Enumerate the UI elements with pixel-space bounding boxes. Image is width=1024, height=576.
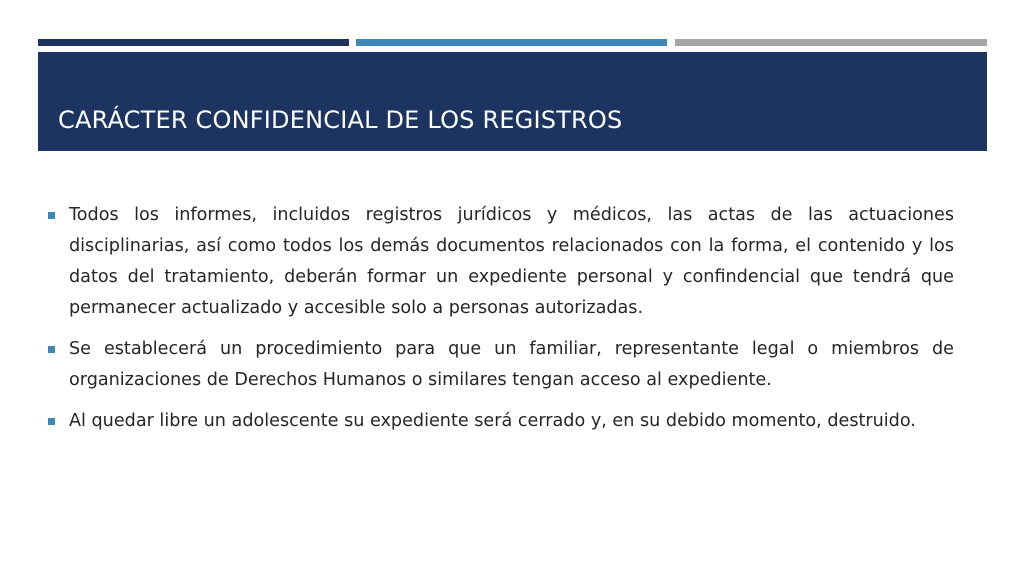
bullet-item (48, 200, 954, 324)
bullet-list (48, 200, 954, 447)
square-bullet-icon (48, 346, 55, 353)
accent-bar-gray (675, 39, 987, 46)
accent-bar-navy (38, 39, 349, 46)
bullet-text: Todos los informes, incluidos registros jurídicos y médicos, las actas de las actuaciones disciplinarias, así como todos los demás documentos relacionados con la forma, el contenido y los datos del tratamiento, deberán formar un expediente personal y confindencial que tendrá que permanecer actualizado y accesible solo a personas autorizadas. (69, 205, 954, 318)
title-band (38, 52, 987, 151)
square-bullet-icon (48, 418, 55, 425)
bullet-text: Se establecerá un procedimiento para que un familiar, representante legal o miembros de organizaciones de Derechos Humanos o similares tengan acceso al expediente. (69, 339, 954, 390)
bullet-item (48, 334, 954, 396)
bullet-item (48, 406, 954, 437)
slide-title: CARÁCTER CONFIDENCIAL DE LOS REGISTROS (58, 106, 623, 134)
square-bullet-icon (48, 212, 55, 219)
bullet-text: Al quedar libre un adolescente su expediente será cerrado y, en su debido momento, destruido. (69, 411, 916, 431)
accent-bar-blue (356, 39, 667, 46)
